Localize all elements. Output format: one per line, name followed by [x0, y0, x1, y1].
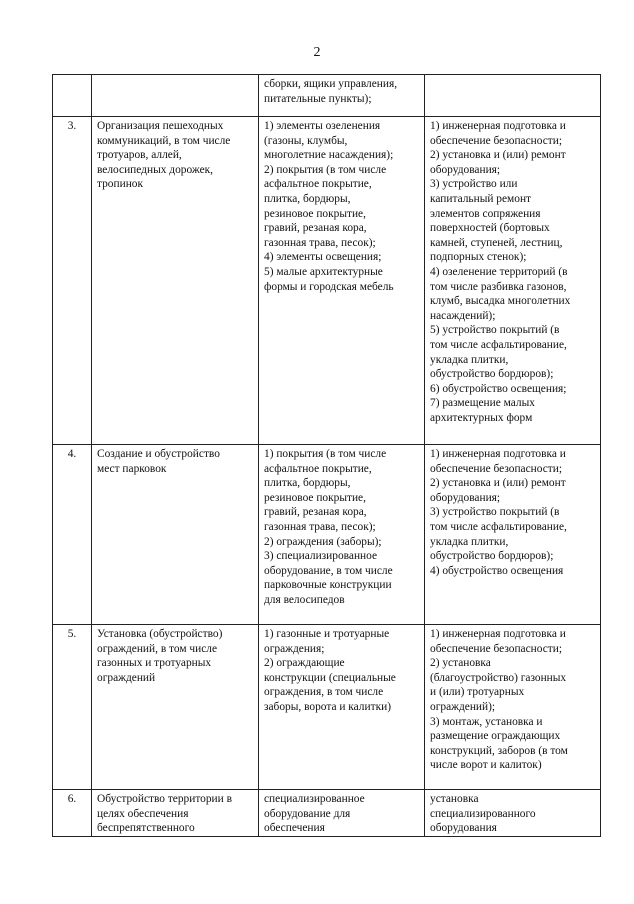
measure-elements: 1) покрытия (в том числе асфальтное покрытие, плитка, бордюры, резиновое покрытие, гравий, резаная кора, газонная трава, песок); 2) ограждения (заборы); 3) специализированное оборудование, в том числе парковочные конструкции для велосипедов: [259, 445, 425, 625]
measure-works: установка специализированного оборудования: [425, 790, 601, 837]
row-number: 4.: [53, 445, 92, 625]
measure-works: 1) инженерная подготовка и обеспечение безопасности; 2) установка и (или) ремонт оборудования; 3) устройство или капитальный ремонт элементов сопряжения поверхностей (бортовых камней, ступеней, лестниц, подпорных стенок); 4) озеленение территорий (в том числе разбивка газонов, клумб, высадка многолетних насаждений); 5) устройство покрытий (в том числе асфальтирование, укладка плитки, обустройство бордюров); 6) обустройство освещения; 7) размещение малых архитектурных форм: [425, 117, 601, 445]
row-number: 3.: [53, 117, 92, 445]
row-number: 6.: [53, 790, 92, 837]
measure-elements: 1) газонные и тротуарные ограждения; 2) ограждающие конструкции (специальные ограждения, в том числе заборы, ворота и калитки): [259, 625, 425, 790]
measure-elements: 1) элементы озеленения (газоны, клумбы, многолетние насаждения); 2) покрытия (в том числе асфальтное покрытие, плитка, бордюры, резиновое покрытие, гравий, резаная кора, газонная трава, песок); 4) элементы освещения; 5) малые архитектурные формы и городская мебель: [259, 117, 425, 445]
measure-name: [92, 75, 259, 117]
table-row: [53, 75, 601, 117]
measures-table: [52, 74, 601, 837]
measure-elements: специализированное оборудование для обеспечения: [259, 790, 425, 837]
table-row: [53, 445, 601, 625]
measure-works: 1) инженерная подготовка и обеспечение безопасности; 2) установка и (или) ремонт оборудования; 3) устройство покрытий (в том числе асфальтирование, укладка плитки, обустройство бордюров); 4) обустройство освещения: [425, 445, 601, 625]
table-row: [53, 625, 601, 790]
measure-works: [425, 75, 601, 117]
measure-name: Организация пешеходных коммуникаций, в том числе тротуаров, аллей, велосипедных дорожек, тропинок: [92, 117, 259, 445]
table-row: [53, 790, 601, 837]
measure-elements: сборки, ящики управления, питательные пункты);: [259, 75, 425, 117]
row-number: 5.: [53, 625, 92, 790]
measure-name: Обустройство территории в целях обеспечения беспрепятственного: [92, 790, 259, 837]
page-number: 2: [313, 45, 321, 60]
measure-name: Установка (обустройство) ограждений, в том числе газонных и тротуарных ограждений: [92, 625, 259, 790]
measure-name: Создание и обустройство мест парковок: [92, 445, 259, 625]
table-row: [53, 117, 601, 445]
measure-works: 1) инженерная подготовка и обеспечение безопасности; 2) установка (благоустройство) газонных и (или) тротуарных ограждений); 3) монтаж, установка и размещение ограждающих конструкций, заборов (в том числе ворот и калиток): [425, 625, 601, 790]
row-number: [53, 75, 92, 117]
